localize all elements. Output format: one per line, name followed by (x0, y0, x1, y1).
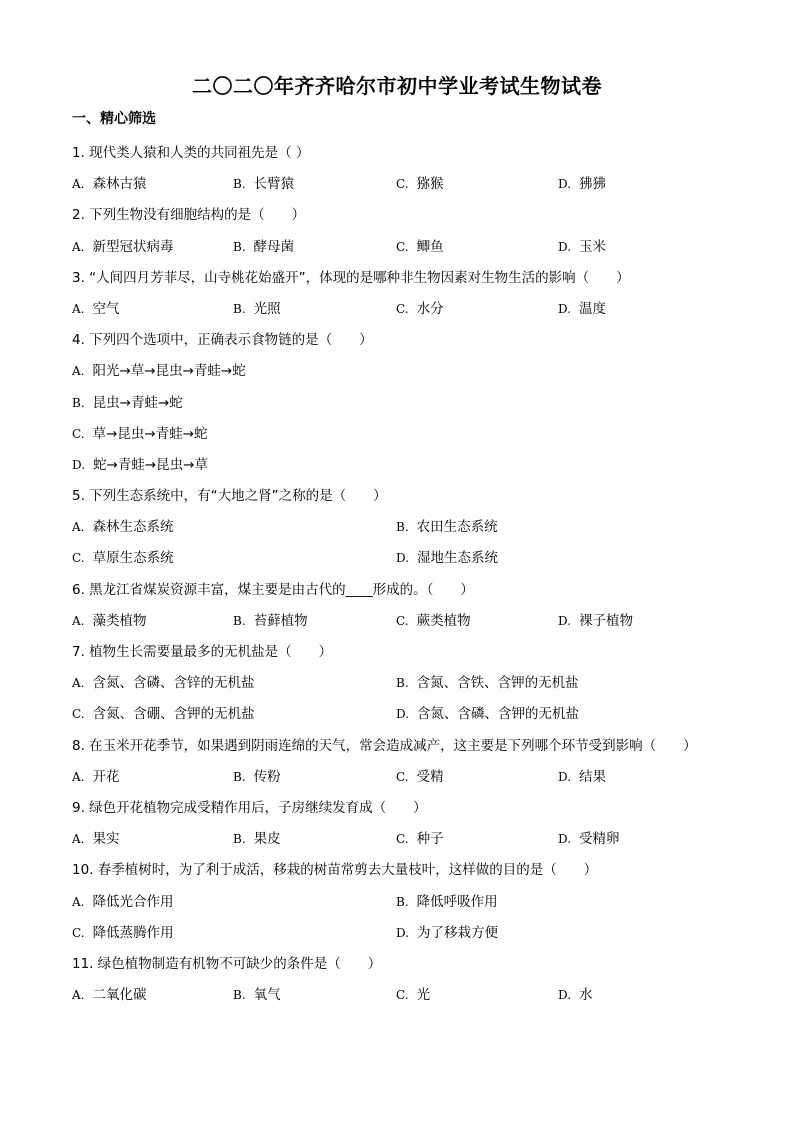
question-6-options (72, 606, 732, 637)
option-b: B. 长臂猿 (233, 176, 295, 193)
question-text: 4. 下列四个选项中，正确表示食物链的是（ ） (72, 332, 373, 349)
question-3-stem (72, 263, 732, 294)
question-1-options (72, 169, 732, 200)
question-5-options-row1 (72, 512, 732, 543)
question-5-stem (72, 481, 732, 512)
option-c: C. 鲫鱼 (396, 238, 444, 255)
question-text: 10. 春季植树时，为了利于成活，移栽的树苗常剪去大量枝叶，这样做的目的是（ ） (72, 862, 598, 879)
option-a: A. 开花 (72, 768, 120, 785)
question-7-stem (72, 637, 732, 668)
option-d: D. 结果 (558, 768, 607, 785)
question-11-stem (72, 949, 732, 980)
question-4-stem (72, 325, 732, 356)
option-b: B. 传粉 (233, 768, 281, 785)
option-c: C. 猕猴 (396, 176, 444, 193)
option-c: C. 含氮、含硼、含钾的无机盐 (72, 706, 255, 723)
question-text: 11. 绿色植物制造有机物不可缺少的条件是（ ） (72, 955, 382, 972)
question-4-option-d (72, 450, 732, 481)
option-d: D. 湿地生态系统 (396, 550, 499, 567)
option-c: C. 草→昆虫→青蛙→蛇 (72, 425, 208, 442)
question-2-stem (72, 200, 732, 231)
question-6-stem (72, 575, 732, 606)
option-a: A. 阳光→草→昆虫→青蛙→蛇 (72, 363, 246, 380)
option-b: B. 降低呼吸作用 (396, 893, 498, 910)
page-title: 二〇二〇年齐齐哈尔市初中学业考试生物试卷 (192, 74, 602, 98)
option-a: A. 空气 (72, 300, 120, 317)
question-text: 8. 在玉米开花季节，如果遇到阴雨连绵的天气，常会造成减产，这主要是下列哪个环节受到影响（ ） (72, 737, 697, 754)
question-text: 2. 下列生物没有细胞结构的是（ ） (72, 207, 306, 224)
section-heading: 一、精心筛选 (72, 111, 156, 127)
question-8-options (72, 762, 732, 793)
option-c: C. 水分 (396, 300, 444, 317)
question-3-options (72, 294, 732, 325)
question-text: 5. 下列生态系统中，有“大地之肾”之称的是（ ） (72, 488, 387, 505)
question-4-option-a (72, 356, 732, 387)
option-b: B. 含氮、含铁、含钾的无机盐 (396, 675, 579, 692)
option-c: C. 光 (396, 987, 431, 1004)
question-7-options-row1 (72, 668, 732, 699)
option-c: C. 草原生态系统 (72, 550, 174, 567)
question-7-options-row2 (72, 699, 732, 730)
option-d: D. 含氮、含磷、含钾的无机盐 (396, 706, 580, 723)
question-5-options-row2 (72, 543, 732, 574)
option-b: B. 昆虫→青蛙→蛇 (72, 394, 183, 411)
option-d: D. 为了移栽方便 (396, 924, 499, 941)
option-d: D. 蛇→青蛙→昆虫→草 (72, 456, 208, 473)
question-11-options (72, 980, 732, 1011)
option-c: C. 种子 (396, 831, 444, 848)
question-text: 9. 绿色开花植物完成受精作用后，子房继续发育成（ ） (72, 799, 427, 816)
question-4-option-c (72, 419, 732, 450)
option-a: A. 新型冠状病毒 (72, 238, 174, 255)
question-8-stem (72, 731, 732, 762)
question-10-options-row1 (72, 887, 732, 918)
option-c: C. 受精 (396, 768, 444, 785)
question-text: 1. 现代类人猿和人类的共同祖先是（ ） (72, 145, 310, 161)
option-a: A. 森林古猿 (72, 176, 147, 193)
option-b: B. 苔藓植物 (233, 612, 308, 629)
question-10-stem (72, 855, 732, 886)
question-list (72, 138, 732, 1011)
option-d: D. 水 (558, 987, 593, 1004)
option-a: A. 藻类植物 (72, 612, 147, 629)
option-a: A. 果实 (72, 831, 120, 848)
option-d: D. 裸子植物 (558, 612, 634, 629)
option-a: A. 森林生态系统 (72, 519, 174, 536)
option-a: A. 含氮、含磷、含锌的无机盐 (72, 675, 255, 692)
option-d: D. 温度 (558, 300, 607, 317)
option-d: D. 受精卵 (558, 831, 620, 848)
question-9-stem (72, 793, 732, 824)
option-a: A. 降低光合作用 (72, 893, 174, 910)
option-b: B. 农田生态系统 (396, 519, 498, 536)
question-text: 3. “人间四月芳菲尽，山寺桃花始盛开”，体现的是哪种非生物因素对生物生活的影响（ ） (72, 269, 630, 286)
question-10-options-row2 (72, 918, 732, 949)
option-c: C. 蕨类植物 (396, 612, 471, 629)
question-text: 6. 黑龙江省煤炭资源丰富，煤主要是由古代的____形成的。（ ） (72, 581, 474, 598)
option-b: B. 酵母菌 (233, 238, 295, 255)
question-1-stem (72, 138, 732, 169)
option-c: C. 降低蒸腾作用 (72, 924, 174, 941)
option-a: A. 二氧化碳 (72, 987, 147, 1004)
option-d: D. 狒狒 (558, 176, 607, 193)
question-2-options (72, 232, 732, 263)
option-b: B. 光照 (233, 300, 281, 317)
question-4-option-b (72, 388, 732, 419)
option-b: B. 氧气 (233, 987, 281, 1004)
option-b: B. 果皮 (233, 831, 281, 848)
question-9-options (72, 824, 732, 855)
option-d: D. 玉米 (558, 238, 607, 255)
question-text: 7. 植物生长需要量最多的无机盐是（ ） (72, 644, 333, 660)
